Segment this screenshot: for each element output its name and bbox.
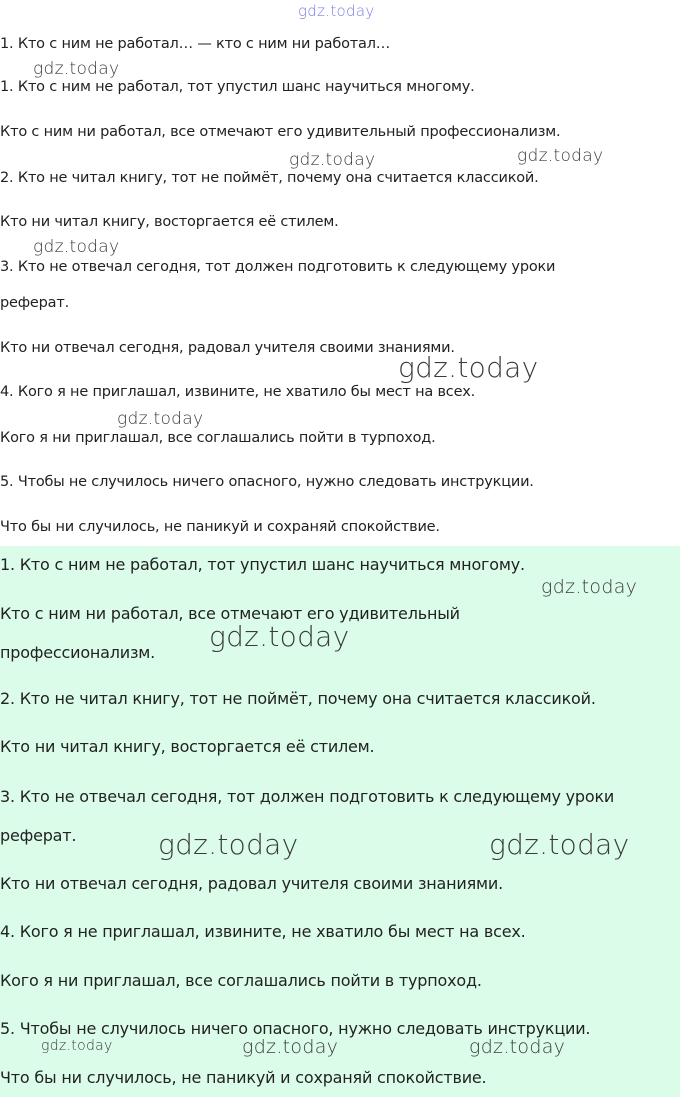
watermark: gdz.today	[209, 620, 350, 653]
exercise-line: 2. Кто не читал книгу, тот не поймёт, почему она считается классикой.	[0, 170, 539, 186]
answer-line: Кто с ним ни работал, все отмечают его удивительный	[0, 604, 460, 623]
watermark: gdz.today	[242, 1036, 339, 1058]
watermark: gdz.today	[398, 351, 539, 384]
answer-line: профессионализм.	[0, 643, 156, 662]
watermark: gdz.today	[289, 150, 376, 170]
watermark: gdz.today	[158, 828, 299, 861]
exercise-line: 1. Кто с ним не работал, тот упустил шанс научиться многому.	[0, 79, 475, 95]
exercise-line: Кто ни читал книгу, восторгается её стилем.	[0, 214, 339, 230]
answer-line: реферат.	[0, 826, 77, 845]
watermark: gdz.today	[33, 237, 120, 257]
answer-line: Что бы ни случилось, не паникуй и сохраняй спокойствие.	[0, 1068, 487, 1087]
answer-line: Кто ни читал книгу, восторгается её стилем.	[0, 737, 375, 756]
exercise-line: 3. Кто не отвечал сегодня, тот должен подготовить к следующему уроки	[0, 259, 556, 275]
exercise-line: 4. Кого я не приглашал, извините, не хватило бы мест на всех.	[0, 384, 476, 400]
exercise-line: Кто с ним ни работал, все отмечают его удивительный профессионализм.	[0, 124, 561, 140]
watermark: gdz.today	[41, 1038, 113, 1054]
answer-line: 3. Кто не отвечал сегодня, тот должен подготовить к следующему уроки	[0, 787, 615, 806]
watermark: gdz.today	[489, 828, 630, 861]
task-title: 1. Кто с ним не работал… — кто с ним ни работал…	[0, 36, 391, 52]
exercise-line: Кто ни отвечал сегодня, радовал учителя своими знаниями.	[0, 340, 455, 356]
watermark: gdz.today	[117, 409, 204, 429]
answer-line: 1. Кто с ним не работал, тот упустил шанс научиться многому.	[0, 555, 525, 574]
answer-line: 2. Кто не читал книгу, тот не поймёт, почему она считается классикой.	[0, 689, 596, 708]
answer-line: Кого я ни приглашал, все соглашались пойти в турпоход.	[0, 971, 482, 990]
answer-line: 5. Чтобы не случилось ничего опасного, нужно следовать инструкции.	[0, 1019, 591, 1038]
answer-section	[0, 546, 680, 1097]
answer-line: Кто ни отвечал сегодня, радовал учителя своими знаниями.	[0, 874, 503, 893]
watermark: gdz.today	[469, 1036, 566, 1058]
site-logo-watermark: gdz.today	[298, 2, 375, 20]
exercise-line: 5. Чтобы не случилось ничего опасного, нужно следовать инструкции.	[0, 474, 534, 490]
exercise-line: Кого я ни приглашал, все соглашались пойти в турпоход.	[0, 430, 436, 446]
answer-line: 4. Кого я не приглашал, извините, не хватило бы мест на всех.	[0, 922, 526, 941]
watermark: gdz.today	[517, 146, 604, 166]
exercise-section	[0, 0, 680, 546]
exercise-line: Что бы ни случилось, не паникуй и сохраняй спокойствие.	[0, 519, 440, 535]
watermark: gdz.today	[541, 576, 638, 598]
watermark: gdz.today	[33, 59, 120, 79]
exercise-line: реферат.	[0, 295, 69, 311]
